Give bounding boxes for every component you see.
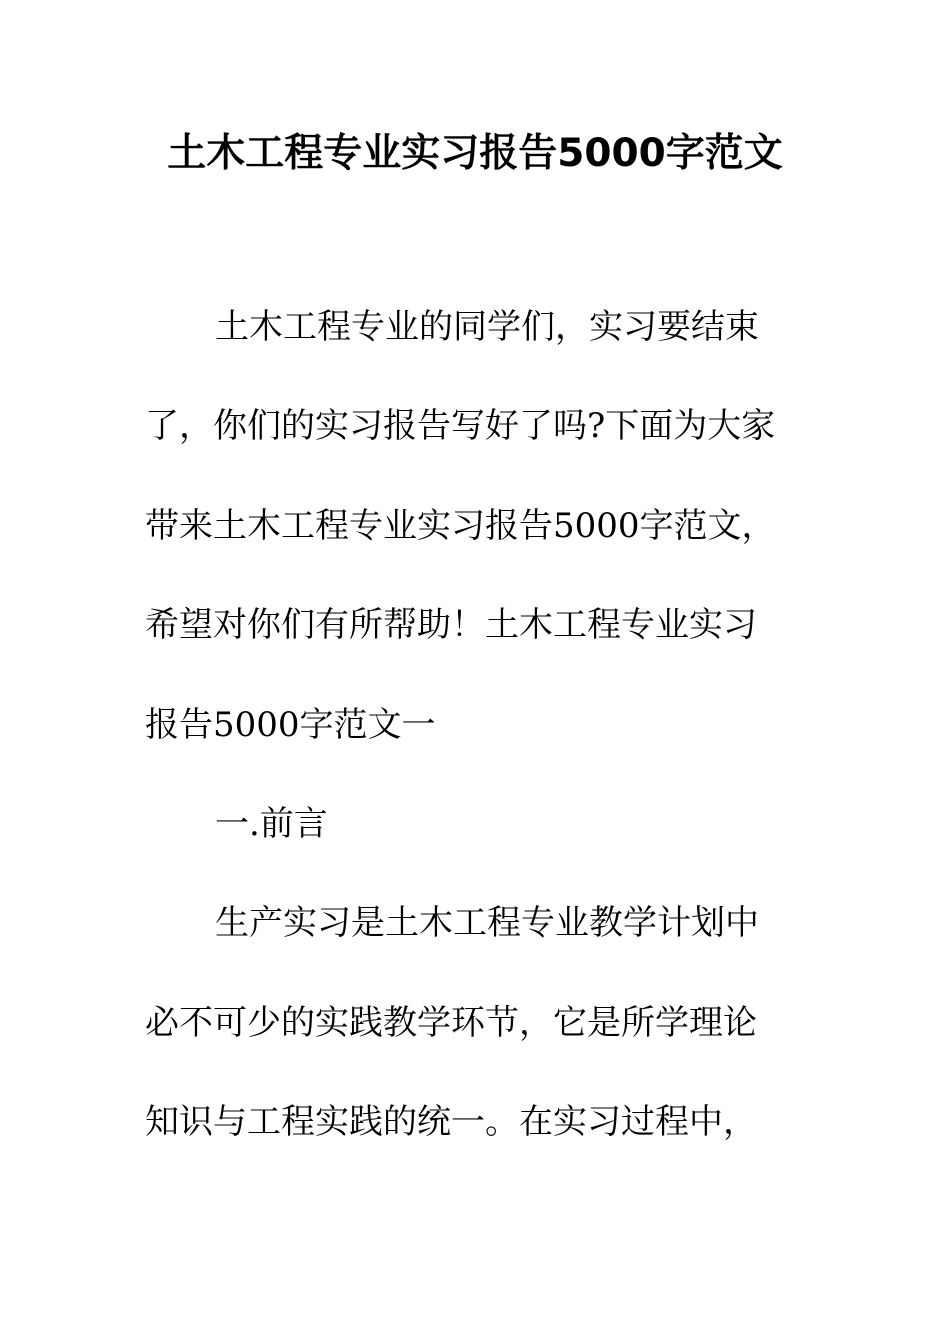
paragraph-line: 生产实习是土木工程专业教学计划中 xyxy=(215,903,759,943)
paragraph-line: 希望对你们有所帮助！土木工程专业实习 xyxy=(145,605,757,645)
paragraph-line: 土木工程专业的同学们，实习要结束 xyxy=(215,307,759,347)
paragraph-line: 带来土木工程专业实习报告5000字范文， xyxy=(145,506,776,546)
document-title: 土木工程专业实习报告5000字范文 xyxy=(167,131,783,176)
paragraph-line: 了，你们的实习报告写好了吗?下面为大家 xyxy=(145,406,776,446)
section-heading: 一.前言 xyxy=(215,804,328,844)
paragraph-line: 报告5000字范文一 xyxy=(145,705,436,745)
paragraph-line: 必不可少的实践教学环节，它是所学理论 xyxy=(145,1003,757,1043)
paragraph-line: 知识与工程实践的统一。在实习过程中， xyxy=(145,1102,757,1142)
